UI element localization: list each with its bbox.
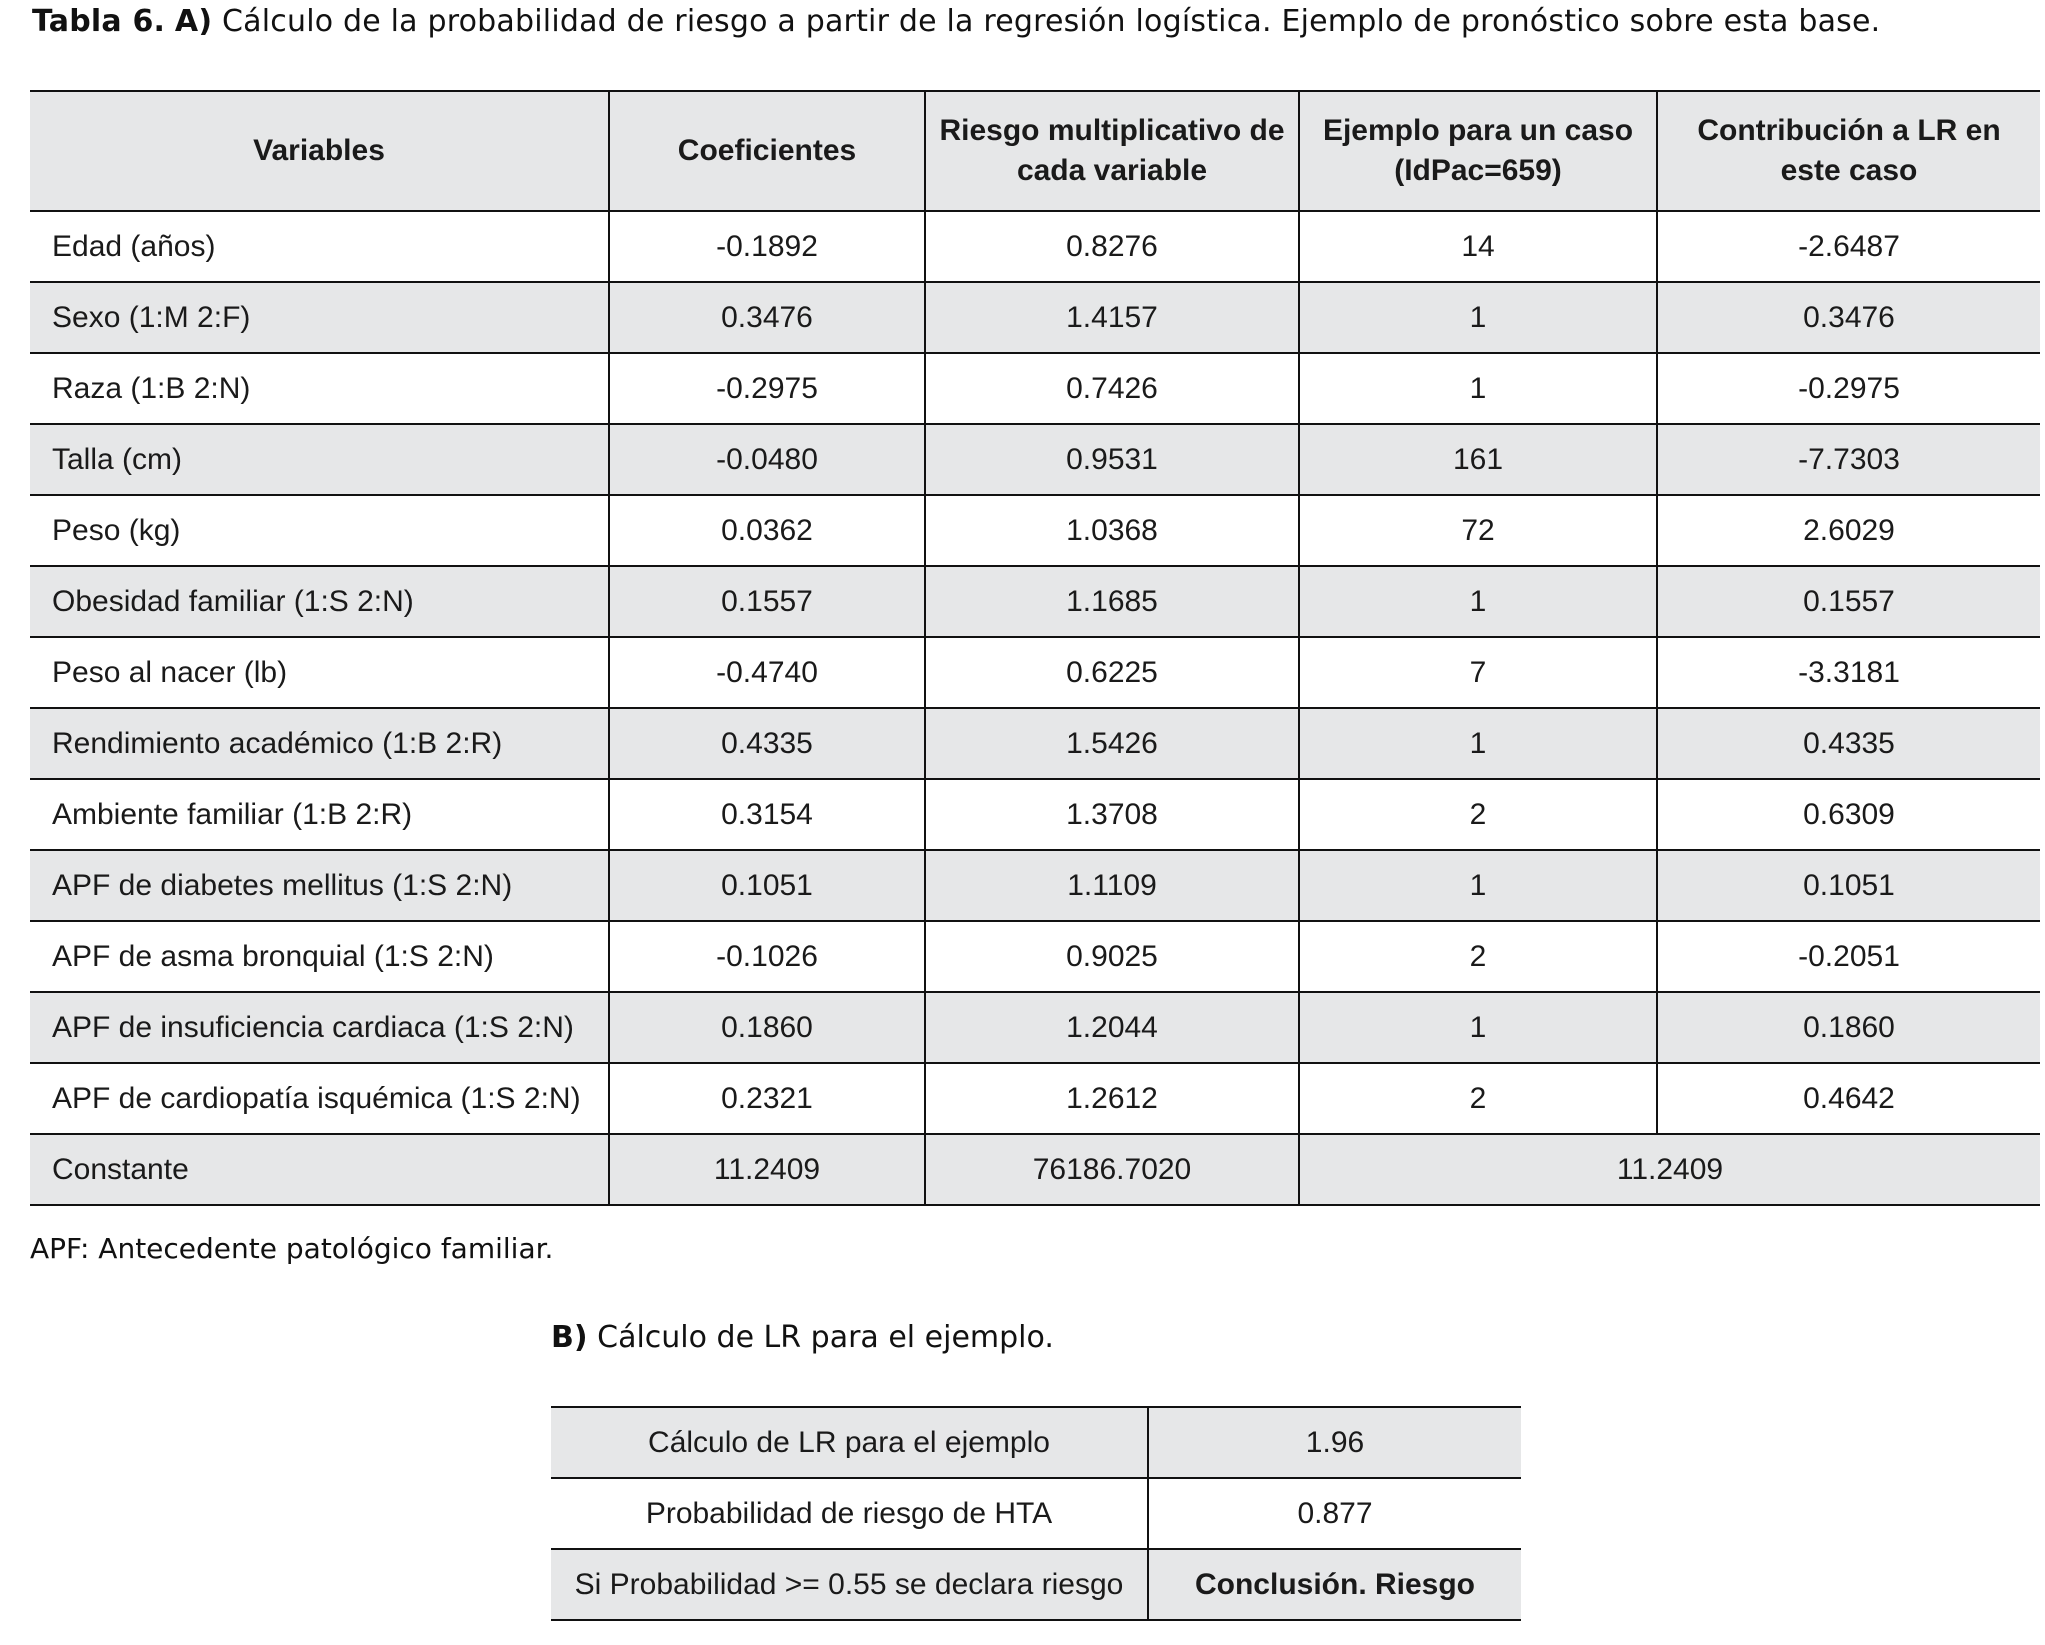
regression-table bbox=[30, 90, 2040, 1206]
coefficient-cell: 0.0362 bbox=[609, 495, 925, 566]
table-row bbox=[30, 1063, 2040, 1134]
example-cell: 1 bbox=[1299, 708, 1657, 779]
coefficient-cell: 0.4335 bbox=[609, 708, 925, 779]
risk-cell: 1.3708 bbox=[925, 779, 1299, 850]
table-row bbox=[30, 424, 2040, 495]
variable-cell: Obesidad familiar (1:S 2:N) bbox=[30, 566, 609, 637]
example-cell: 1 bbox=[1299, 353, 1657, 424]
risk-cell: 1.1685 bbox=[925, 566, 1299, 637]
risk-cell: 0.7426 bbox=[925, 353, 1299, 424]
example-cell: 161 bbox=[1299, 424, 1657, 495]
example-cell: 1 bbox=[1299, 282, 1657, 353]
header-multiplicative-risk: Riesgo multiplicativo de cada variable bbox=[925, 91, 1299, 211]
contribution-cell: -0.2051 bbox=[1657, 921, 2040, 992]
contribution-cell: -3.3181 bbox=[1657, 637, 2040, 708]
variable-cell: Rendimiento académico (1:B 2:R) bbox=[30, 708, 609, 779]
caption-text: Cálculo de la probabilidad de riesgo a partir de la regresión logística. Ejemplo de pronóstico sobre esta base. bbox=[222, 4, 1881, 39]
example-cell: 1 bbox=[1299, 992, 1657, 1063]
lr-value-cell: 1.96 bbox=[1148, 1407, 1521, 1478]
risk-cell: 0.6225 bbox=[925, 637, 1299, 708]
probability-label-cell: Probabilidad de riesgo de HTA bbox=[551, 1478, 1148, 1549]
risk-cell: 1.1109 bbox=[925, 850, 1299, 921]
coefficient-cell: -0.0480 bbox=[609, 424, 925, 495]
caption-label: Tabla 6. bbox=[32, 4, 166, 39]
contribution-cell: 0.4335 bbox=[1657, 708, 2040, 779]
coefficient-cell: -0.1026 bbox=[609, 921, 925, 992]
table-row bbox=[30, 282, 2040, 353]
coefficient-cell: 0.1051 bbox=[609, 850, 925, 921]
regression-table-body bbox=[30, 211, 2040, 1205]
risk-cell: 1.2044 bbox=[925, 992, 1299, 1063]
example-cell: 1 bbox=[1299, 566, 1657, 637]
table-row bbox=[30, 495, 2040, 566]
threshold-rule-cell: Si Probabilidad >= 0.55 se declara riesgo bbox=[551, 1549, 1148, 1620]
contribution-cell: -7.7303 bbox=[1657, 424, 2040, 495]
risk-cell: 0.9025 bbox=[925, 921, 1299, 992]
variable-cell: Peso (kg) bbox=[30, 495, 609, 566]
contribution-cell: 0.1051 bbox=[1657, 850, 2040, 921]
contribution-cell: 0.4642 bbox=[1657, 1063, 2040, 1134]
table-row bbox=[30, 353, 2040, 424]
table-row bbox=[551, 1549, 1521, 1620]
coefficient-cell: 0.1860 bbox=[609, 992, 925, 1063]
table-row bbox=[551, 1407, 1521, 1478]
variable-cell: Ambiente familiar (1:B 2:R) bbox=[30, 779, 609, 850]
coefficient-cell: 0.2321 bbox=[609, 1063, 925, 1134]
coefficient-cell: 0.3154 bbox=[609, 779, 925, 850]
contribution-cell: -0.2975 bbox=[1657, 353, 2040, 424]
example-cell: 14 bbox=[1299, 211, 1657, 282]
caption-part: A) bbox=[174, 4, 213, 39]
constant-contribution: 11.2409 bbox=[1299, 1134, 2040, 1205]
table-row bbox=[30, 708, 2040, 779]
table-row bbox=[30, 992, 2040, 1063]
variable-cell: APF de asma bronquial (1:S 2:N) bbox=[30, 921, 609, 992]
variable-cell: Sexo (1:M 2:F) bbox=[30, 282, 609, 353]
example-cell: 2 bbox=[1299, 1063, 1657, 1134]
example-cell: 2 bbox=[1299, 921, 1657, 992]
risk-cell: 1.4157 bbox=[925, 282, 1299, 353]
contribution-cell: 0.3476 bbox=[1657, 282, 2040, 353]
variable-cell: APF de cardiopatía isquémica (1:S 2:N) bbox=[30, 1063, 609, 1134]
table-row bbox=[30, 921, 2040, 992]
abbreviation-note: APF: Antecedente patológico familiar. bbox=[30, 1232, 554, 1265]
risk-cell: 1.2612 bbox=[925, 1063, 1299, 1134]
contribution-cell: 0.1860 bbox=[1657, 992, 2040, 1063]
risk-cell: 1.5426 bbox=[925, 708, 1299, 779]
constant-risk: 76186.7020 bbox=[925, 1134, 1299, 1205]
section-b-part: B) bbox=[551, 1320, 588, 1355]
risk-cell: 1.0368 bbox=[925, 495, 1299, 566]
coefficient-cell: 0.3476 bbox=[609, 282, 925, 353]
table-caption bbox=[32, 4, 1880, 39]
header-variables: Variables bbox=[30, 91, 609, 211]
table-row bbox=[30, 566, 2040, 637]
example-cell: 2 bbox=[1299, 779, 1657, 850]
constant-row bbox=[30, 1134, 2040, 1205]
risk-cell: 0.8276 bbox=[925, 211, 1299, 282]
conclusion-cell: Conclusión. Riesgo bbox=[1148, 1549, 1521, 1620]
coefficient-cell: -0.1892 bbox=[609, 211, 925, 282]
contribution-cell: -2.6487 bbox=[1657, 211, 2040, 282]
variable-cell: Peso al nacer (lb) bbox=[30, 637, 609, 708]
probability-value-cell: 0.877 bbox=[1148, 1478, 1521, 1549]
lr-label-cell: Cálculo de LR para el ejemplo bbox=[551, 1407, 1148, 1478]
header-example-case: Ejemplo para un caso (IdPac=659) bbox=[1299, 91, 1657, 211]
risk-cell: 0.9531 bbox=[925, 424, 1299, 495]
example-cell: 1 bbox=[1299, 850, 1657, 921]
example-cell: 7 bbox=[1299, 637, 1657, 708]
variable-cell: APF de diabetes mellitus (1:S 2:N) bbox=[30, 850, 609, 921]
coefficient-cell: -0.4740 bbox=[609, 637, 925, 708]
variable-cell: Talla (cm) bbox=[30, 424, 609, 495]
constant-label: Constante bbox=[30, 1134, 609, 1205]
example-cell: 72 bbox=[1299, 495, 1657, 566]
header-lr-contribution: Contribución a LR en este caso bbox=[1657, 91, 2040, 211]
table-row bbox=[30, 850, 2040, 921]
contribution-cell: 0.1557 bbox=[1657, 566, 2040, 637]
table-row bbox=[551, 1478, 1521, 1549]
lr-calculation-table bbox=[551, 1406, 1521, 1621]
contribution-cell: 0.6309 bbox=[1657, 779, 2040, 850]
section-b-title bbox=[551, 1320, 1054, 1355]
table-row bbox=[30, 211, 2040, 282]
variable-cell: APF de insuficiencia cardiaca (1:S 2:N) bbox=[30, 992, 609, 1063]
contribution-cell: 2.6029 bbox=[1657, 495, 2040, 566]
variable-cell: Raza (1:B 2:N) bbox=[30, 353, 609, 424]
table-row bbox=[30, 637, 2040, 708]
coefficient-cell: -0.2975 bbox=[609, 353, 925, 424]
header-coefficients: Coeficientes bbox=[609, 91, 925, 211]
constant-coefficient: 11.2409 bbox=[609, 1134, 925, 1205]
coefficient-cell: 0.1557 bbox=[609, 566, 925, 637]
header-row bbox=[30, 91, 2040, 211]
section-b-text: Cálculo de LR para el ejemplo. bbox=[597, 1320, 1054, 1355]
variable-cell: Edad (años) bbox=[30, 211, 609, 282]
table-row bbox=[30, 779, 2040, 850]
